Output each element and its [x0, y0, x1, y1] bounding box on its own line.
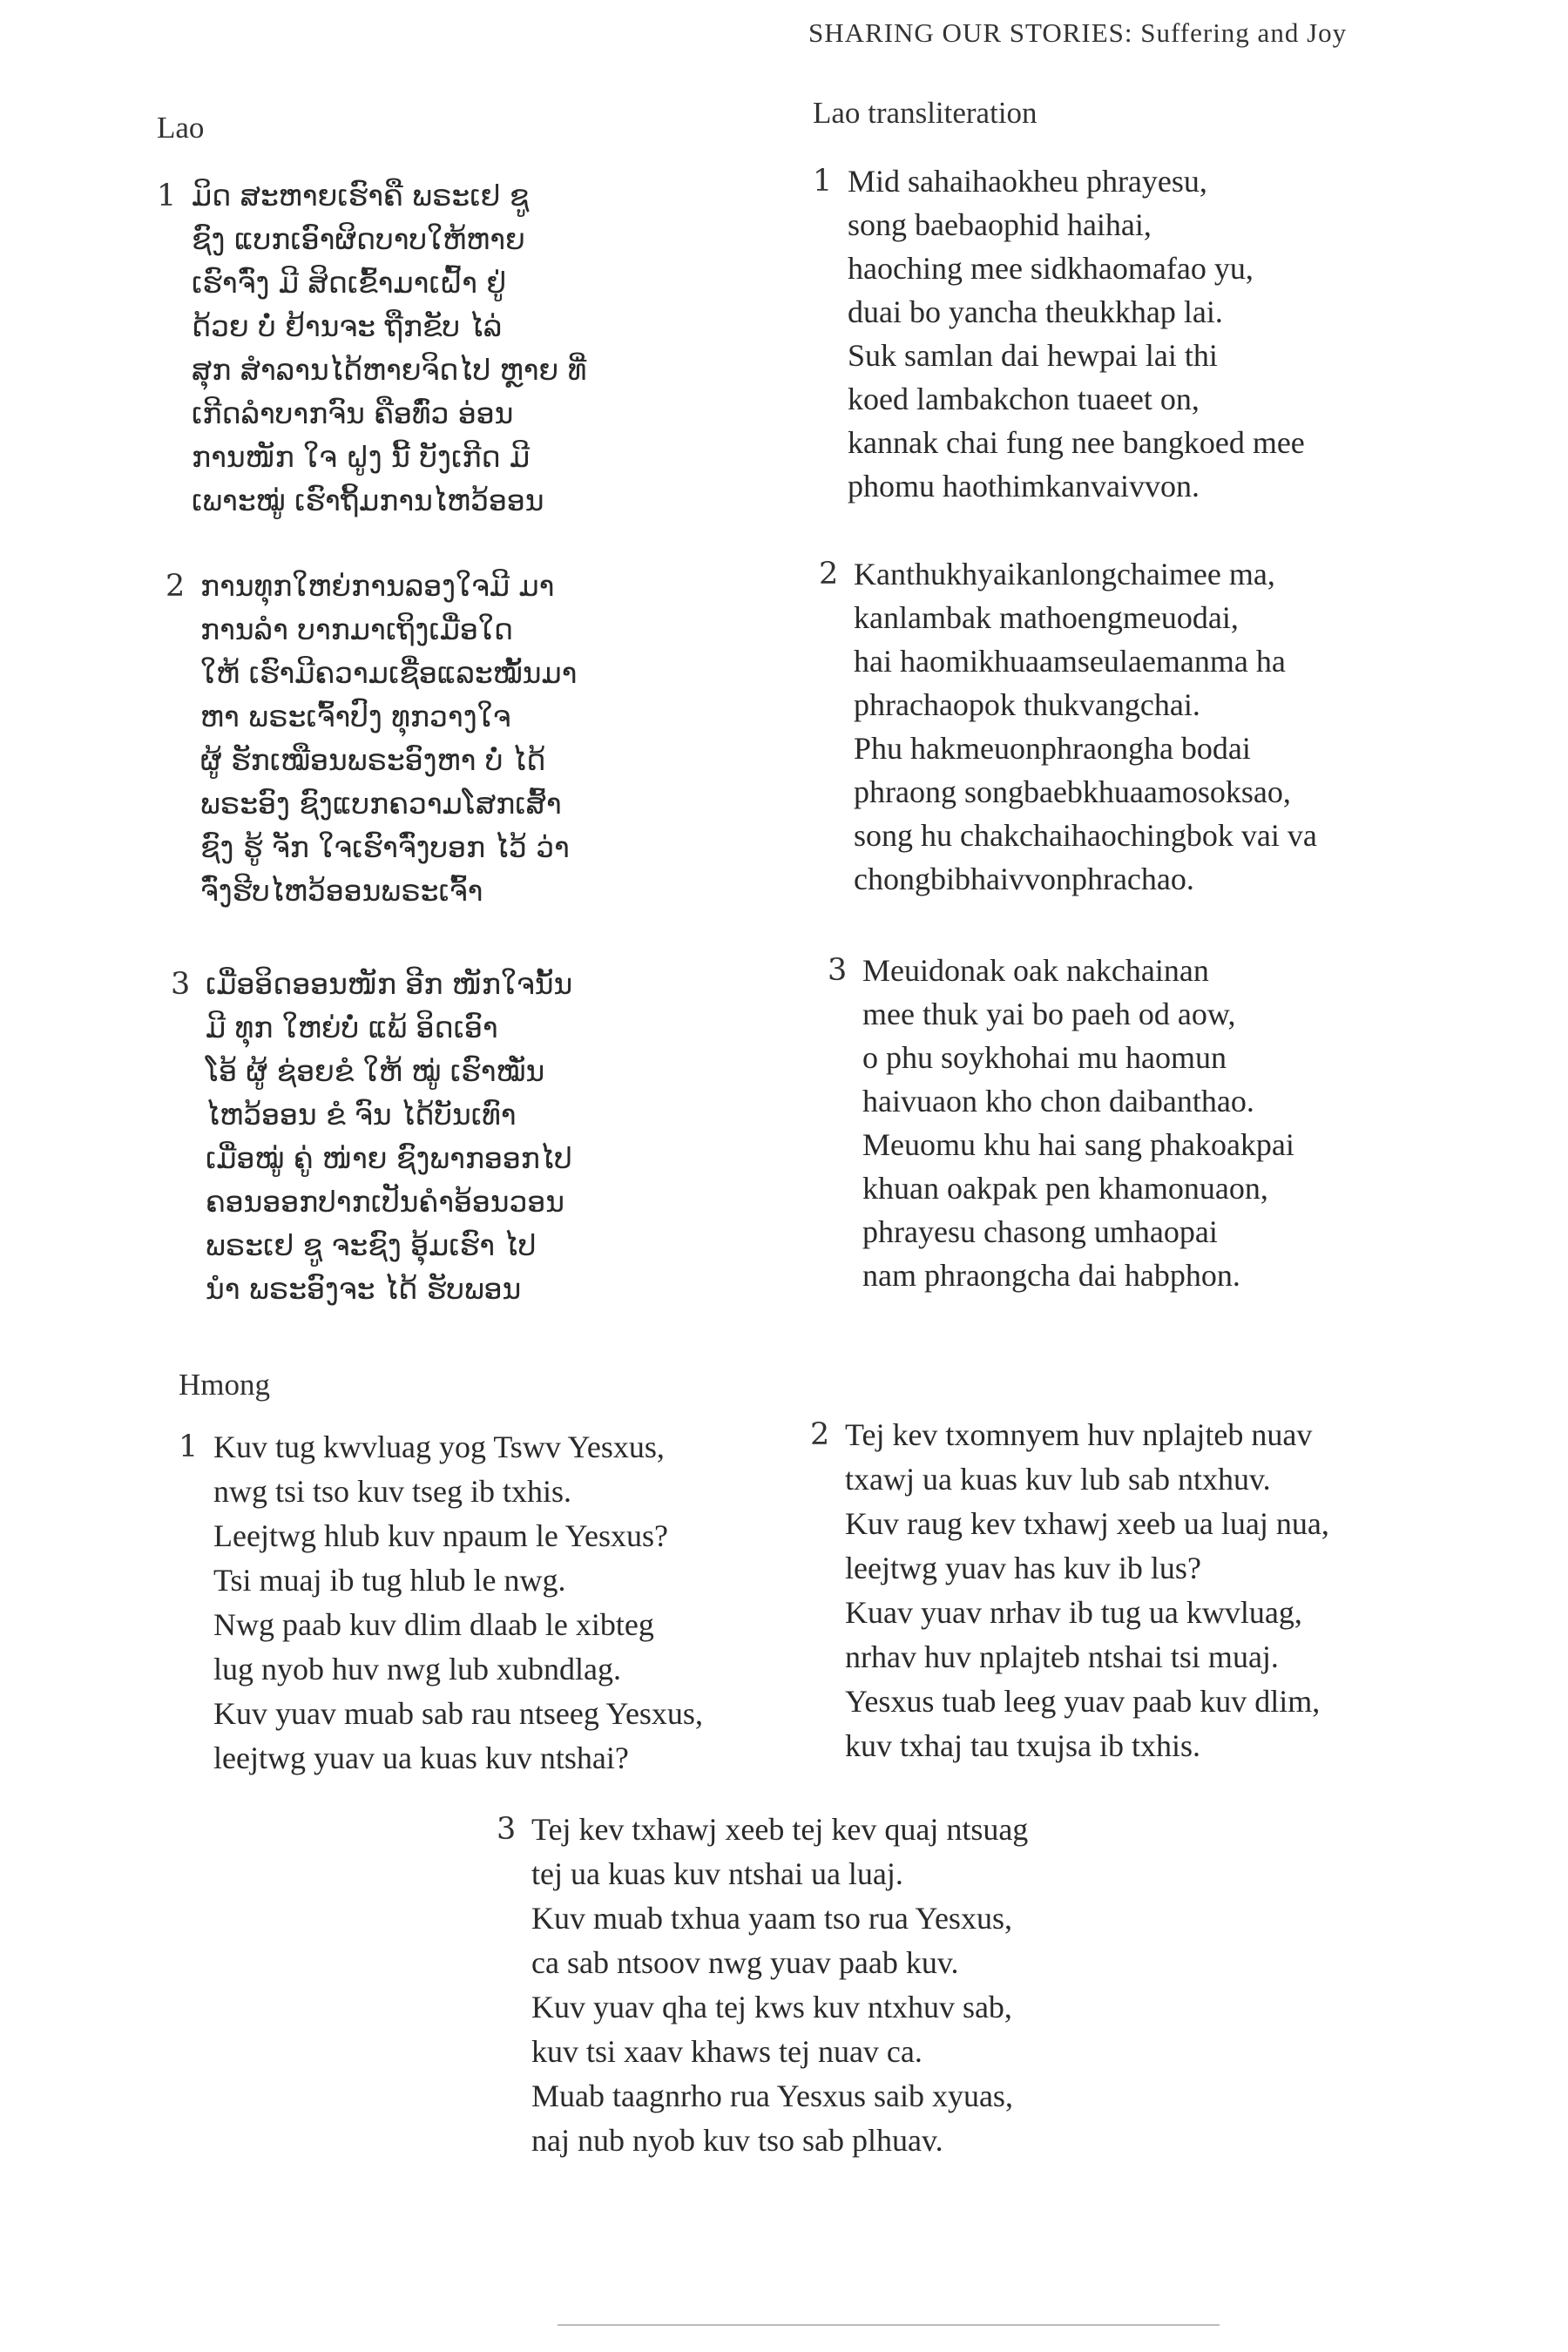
hmong-verse-1	[179, 1425, 703, 1781]
verse-line: Tsi muaj ib tug hlub le nwg.	[213, 1563, 566, 1598]
verse-line: ຄອນອອກປາກເປັນຄໍາອ້ອນວອນ	[206, 1185, 564, 1219]
verse-line: nwg tsi tso kuv tseg ib txhis.	[213, 1474, 572, 1509]
transliteration-verse-lines	[854, 552, 1317, 901]
transliteration-verse-lines	[848, 159, 1305, 508]
verse-line: lug nyob huv nwg lub xubndlag.	[213, 1652, 621, 1686]
verse-line: ນໍາ ພຣະອົງຈະ ໄດ້ ຮັບພອນ	[206, 1272, 522, 1306]
verse-line: hai haomikhuaamseulaemanma ha	[854, 644, 1286, 679]
verse-line: Tej kev txhawj xeeb tej kev quaj ntsuag	[531, 1812, 1029, 1847]
transliteration-verse-2	[819, 552, 1317, 901]
verse-line: ຊົງ ຮູ້ ຈັກ ໃຈເຮົາຈົ່ງບອກ ໄວ້ ວ່າ	[200, 830, 570, 864]
verse-line: phrachaopok thukvangchai.	[854, 687, 1200, 722]
verse-line: ການໜັກ ໃຈ ຝູງ ນີ້ ບັງເກີດ ມີ	[192, 440, 531, 474]
verse-line: ໄຫວ້ອອນ ຂໍ ຈົນ ໄດ້ບັນເທົາ	[206, 1098, 517, 1132]
verse-line: Kuv raug kev txhawj xeeb ua luaj nua,	[845, 1506, 1329, 1541]
verse-line: Kuav yuav nrhav ib tug ua kwvluag,	[845, 1595, 1302, 1630]
verse-line: ການລໍາ ບາກມາເຖິງເມື່ອໃດ	[200, 612, 513, 646]
verse-number: 1	[157, 179, 177, 213]
transliteration-verse-lines	[862, 949, 1294, 1297]
verse-line: leejtwg yuav has kuv ib lus?	[845, 1551, 1201, 1585]
verse-line: phomu haothimkanvaivvon.	[848, 469, 1200, 504]
verse-line: ການທຸກໃຫຍ່ການລອງໃຈມີ ມາ	[200, 569, 555, 603]
hmong-verse-3	[497, 1808, 1028, 2163]
verse-line: tej ua kuas kuv ntshai ua luaj.	[531, 1856, 903, 1891]
verse-line: phrayesu chasong umhaopai	[862, 1214, 1218, 1249]
verse-line: ພຣະອົງ ຊົງແບກຄວາມໂສກເສົ້າ	[200, 787, 562, 821]
verse-line: ສຸກ ສໍາລານໄດ້ຫາຍຈິດໄປ ຫຼາຍ ທີ່	[192, 353, 587, 387]
lao-verse-lines	[192, 174, 586, 523]
verse-line: koed lambakchon tuaeet on,	[848, 382, 1200, 416]
transliteration-verse-3	[828, 949, 1294, 1297]
hmong-verse-lines	[213, 1425, 703, 1781]
verse-line: nam phraongcha dai habphon.	[862, 1258, 1240, 1293]
verse-line: ຈົ່ງຮີບໄຫວ້ອອນພຣະເຈົ້າ	[200, 874, 483, 908]
verse-line: kuv txhaj tau txujsa ib txhis.	[845, 1728, 1200, 1763]
verse-number: 3	[497, 1812, 517, 1847]
hmong-verse-lines	[531, 1808, 1028, 2163]
verse-line: Phu hakmeuonphraongha bodai	[854, 731, 1251, 766]
verse-line: song hu chakchaihaochingbok vai va	[854, 818, 1317, 853]
verse-line: mee thuk yai bo paeh od aow,	[862, 997, 1236, 1031]
verse-number: 1	[813, 164, 833, 199]
verse-line: ມິດ ສະຫາຍເຮົາຄື ພຣະເຢ ຊູ	[192, 179, 530, 213]
verse-line: Nwg paab kuv dlim dlaab le xibteg	[213, 1607, 654, 1642]
verse-line: duai bo yancha theukkhap lai.	[848, 294, 1223, 329]
verse-line: ດ້ວຍ ບໍ່ ຢ້ານຈະ ຖືກຂັບ ໄລ່	[192, 309, 503, 343]
verse-line: Tej kev txomnyem huv nplajteb nuav	[845, 1417, 1313, 1452]
verse-line: kuv tsi xaav khaws tej nuav ca.	[531, 2034, 923, 2069]
verse-line: Kuv muab txhua yaam tso rua Yesxus,	[531, 1901, 1012, 1936]
verse-line: ເກີດລໍາບາກຈົນ ຄືອທົ່ວ ອ່ອນ	[192, 396, 514, 430]
verse-line: haoching mee sidkhaomafao yu,	[848, 251, 1254, 286]
verse-number: 3	[171, 967, 191, 1002]
verse-line: ໃຫ້ ເຮົາມີຄວາມເຊື່ອແລະໝັ້ນມາ	[200, 656, 578, 690]
verse-line: Mid sahaihaokheu phrayesu,	[848, 164, 1207, 199]
hmong-verse-2	[810, 1413, 1329, 1768]
verse-line: naj nub nyob kuv tso sab plhuav.	[531, 2123, 943, 2158]
verse-line: ເມື່ອໝູ່ ຄູ່ ໜ່າຍ ຊົງພາກອອກໄປ	[206, 1141, 572, 1175]
verse-line: chongbibhaivvonphrachao.	[854, 862, 1194, 896]
verse-number: 1	[179, 1429, 199, 1464]
verse-line: Muab taagnrho rua Yesxus saib xyuas,	[531, 2078, 1013, 2113]
transliteration-verse-1	[813, 159, 1305, 508]
lao-verse-2	[166, 564, 577, 913]
hmong-section-title: Hmong	[179, 1368, 270, 1402]
verse-line: song baebaophid haihai,	[848, 207, 1152, 242]
verse-line: kanlambak mathoengmeuodai,	[854, 600, 1239, 635]
verse-number: 2	[819, 557, 839, 591]
verse-line: o phu soykhohai mu haomun	[862, 1040, 1227, 1075]
verse-line: Kuv tug kwvluag yog Tswv Yesxus,	[213, 1429, 665, 1464]
verse-line: ພຣະເຢ ຊູ ຈະຊົງ ອຸ້ມເຮົາ ໄປ	[206, 1228, 537, 1262]
verse-line: ຊົງ ແບກເອົາຜິດບາບໃຫ້ຫາຍ	[192, 222, 525, 256]
lao-verse-3	[171, 963, 572, 1311]
verse-line: ໂອ້ ຜູ້ ຊ່ອຍຂໍ ໃຫ້ ໝູ່ ເຮົາໝັ່ນ	[206, 1054, 545, 1088]
verse-line: ເມື່ອອິດອອນໜັກ ອີກ ໜັກໃຈນັ້ນ	[206, 967, 573, 1001]
verse-number: 2	[810, 1417, 830, 1452]
footer-rule	[558, 2324, 1220, 2326]
verse-line: ຜູ້ ຮັກເໝືອນພຣະອົງຫາ ບໍ່ ໄດ້	[200, 743, 546, 777]
verse-line: haivuaon kho chon daibanthao.	[862, 1084, 1254, 1119]
verse-line: Kuv yuav muab sab rau ntseeg Yesxus,	[213, 1696, 703, 1731]
verse-line: ເພາະໝູ່ ເຮົາຖິ້ມການໄຫວ້ອອນ	[192, 483, 544, 517]
verse-line: Yesxus tuab leeg yuav paab kuv dlim,	[845, 1684, 1321, 1719]
verse-line: phraong songbaebkhuaamosoksao,	[854, 774, 1291, 809]
lao-verse-lines	[206, 963, 572, 1311]
verse-line: Leejtwg hlub kuv npaum le Yesxus?	[213, 1518, 668, 1553]
verse-line: leejtwg yuav ua kuas kuv ntshai?	[213, 1740, 629, 1775]
verse-line: ca sab ntsoov nwg yuav paab kuv.	[531, 1945, 959, 1980]
lao-verse-lines	[200, 564, 577, 913]
verse-line: nrhav huv nplajteb ntshai tsi muaj.	[845, 1639, 1279, 1674]
running-header: SHARING OUR STORIES: Suffering and Joy	[808, 17, 1348, 48]
verse-line: Kanthukhyaikanlongchaimee ma,	[854, 557, 1275, 591]
verse-line: kannak chai fung nee bangkoed mee	[848, 425, 1305, 460]
transliteration-section-title: Lao transliteration	[813, 96, 1037, 130]
verse-line: Meuomu khu hai sang phakoakpai	[862, 1127, 1294, 1162]
verse-line: Suk samlan dai hewpai lai thi	[848, 338, 1218, 373]
lao-section-title: Lao	[157, 111, 205, 145]
verse-line: Meuidonak oak nakchainan	[862, 953, 1209, 988]
verse-line: Kuv yuav qha tej kws kuv ntxhuv sab,	[531, 1990, 1012, 2024]
verse-line: ມີ ທຸກ ໃຫຍ່ບໍ່ ແພ້ ອິດເອົາ	[206, 1010, 498, 1044]
verse-line: khuan oakpak pen khamonuaon,	[862, 1171, 1268, 1206]
hmong-verse-lines	[845, 1413, 1329, 1768]
lao-verse-1	[157, 174, 586, 523]
verse-number: 2	[166, 569, 186, 604]
verse-line: txawj ua kuas kuv lub sab ntxhuv.	[845, 1462, 1271, 1497]
verse-line: ເຮົາຈົ່ງ ມີ ສິດເຂົ້າມາເຝົ້າ ຢູ່	[192, 266, 507, 300]
verse-line: ຫາ ພຣະເຈົ້າປົງ ທຸກວາງໃຈ	[200, 700, 511, 733]
verse-number: 3	[828, 953, 848, 988]
